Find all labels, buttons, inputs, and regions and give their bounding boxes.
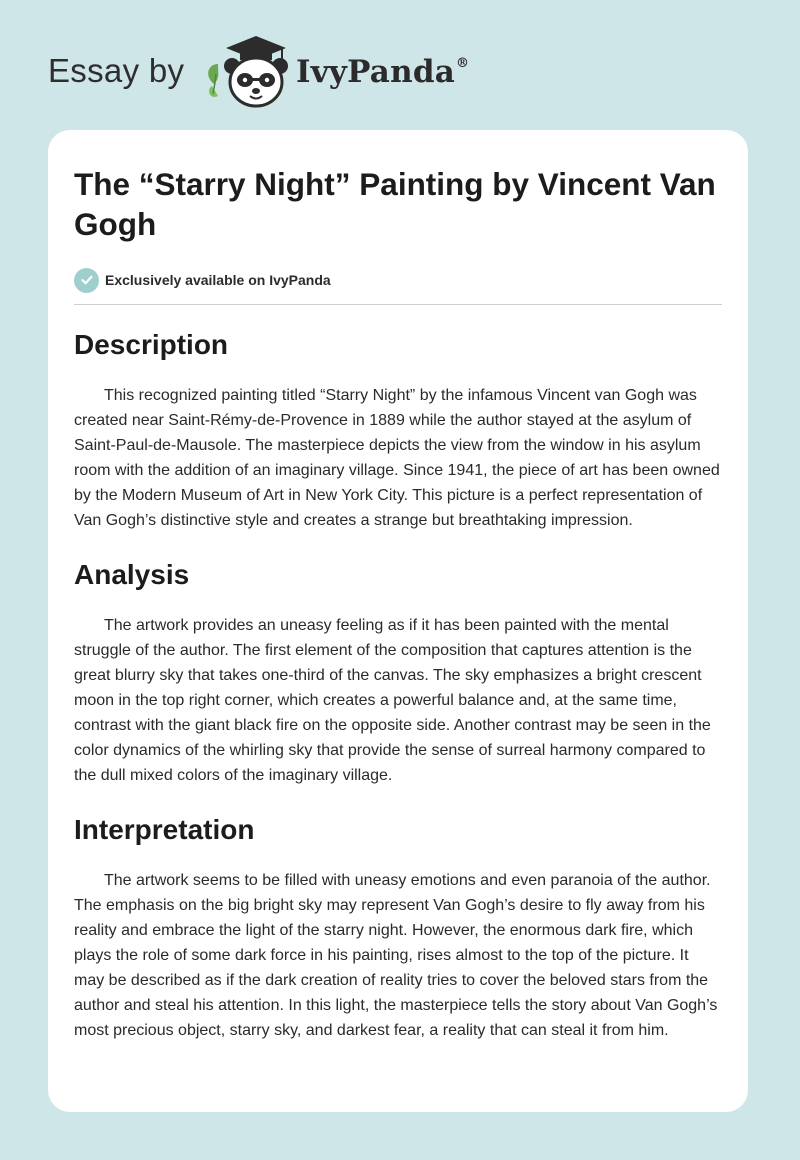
panda-graduate-icon	[200, 34, 296, 110]
section-heading: Description	[74, 329, 229, 360]
brand-name[interactable]	[296, 54, 469, 90]
divider	[74, 304, 722, 305]
section-paragraph: The artwork provides an uneasy feeling as if it has been painted with the mental struggle of the author. The first element of the composition that captures attention is the great blurry sky that takes one-third of the canvas. The sky emphasizes a bright crescent moon in the top right corner, which creates a powerful balance and, at the same time, contrast with the giant black fire on the opposite side. Another contrast may be seen in the color dynamics of the whirling sky that provide the sense of surreal harmony compared to the dull mixed colors of the imaginary village.	[74, 617, 711, 784]
section-paragraph: This recognized painting titled “Starry Night” by the infamous Vincent van Gogh was created near Saint-Rémy-de-Provence in 1889 while the author stayed at the asylum of Saint-Paul-de-Mausole. The masterpiece depicts the view from the window in his asylum room with the addition of an imaginary village. Since 1941, the piece of art has been owned by the Modern Museum of Art in New York City. This picture is a perfect representation of Van Gogh’s distinctive style and creates a strange but breathtaking impression.	[74, 387, 720, 529]
registered-mark: ®	[456, 56, 470, 71]
essay-by-label: Essay by	[48, 52, 185, 89]
section-heading: Analysis	[74, 559, 190, 590]
essay-card	[48, 130, 748, 1112]
essay-content	[74, 164, 722, 1043]
section-heading: Interpretation	[74, 814, 255, 845]
brand-text: IvyPanda	[296, 54, 455, 90]
section-description	[74, 327, 722, 533]
section-paragraph: The artwork seems to be filled with uneasy emotions and even paranoia of the author. The emphasis on the big bright sky may represent Van Gogh’s desire to fly away from his reality and embrace the light of the starry night. However, the enormous dark fire, which plays the role of some dark force in his painting, rises almost to the top of the picture. It may be described as if the dark creation of reality tries to cover the beloved stars from the author and steal his attention. In this light, the masterpiece tells the story about Van Gogh’s most precious object, starry sky, and darkest fear, a reality that can steal it from him.	[74, 872, 718, 1039]
exclusive-badge	[74, 266, 722, 294]
section-analysis	[74, 557, 722, 788]
check-icon	[74, 268, 99, 293]
essay-title: The “Starry Night” Painting by Vincent Van Gogh	[74, 166, 716, 242]
badge-label: Exclusively available on IvyPanda	[105, 272, 331, 288]
site-header	[48, 34, 508, 114]
section-interpretation	[74, 812, 722, 1043]
